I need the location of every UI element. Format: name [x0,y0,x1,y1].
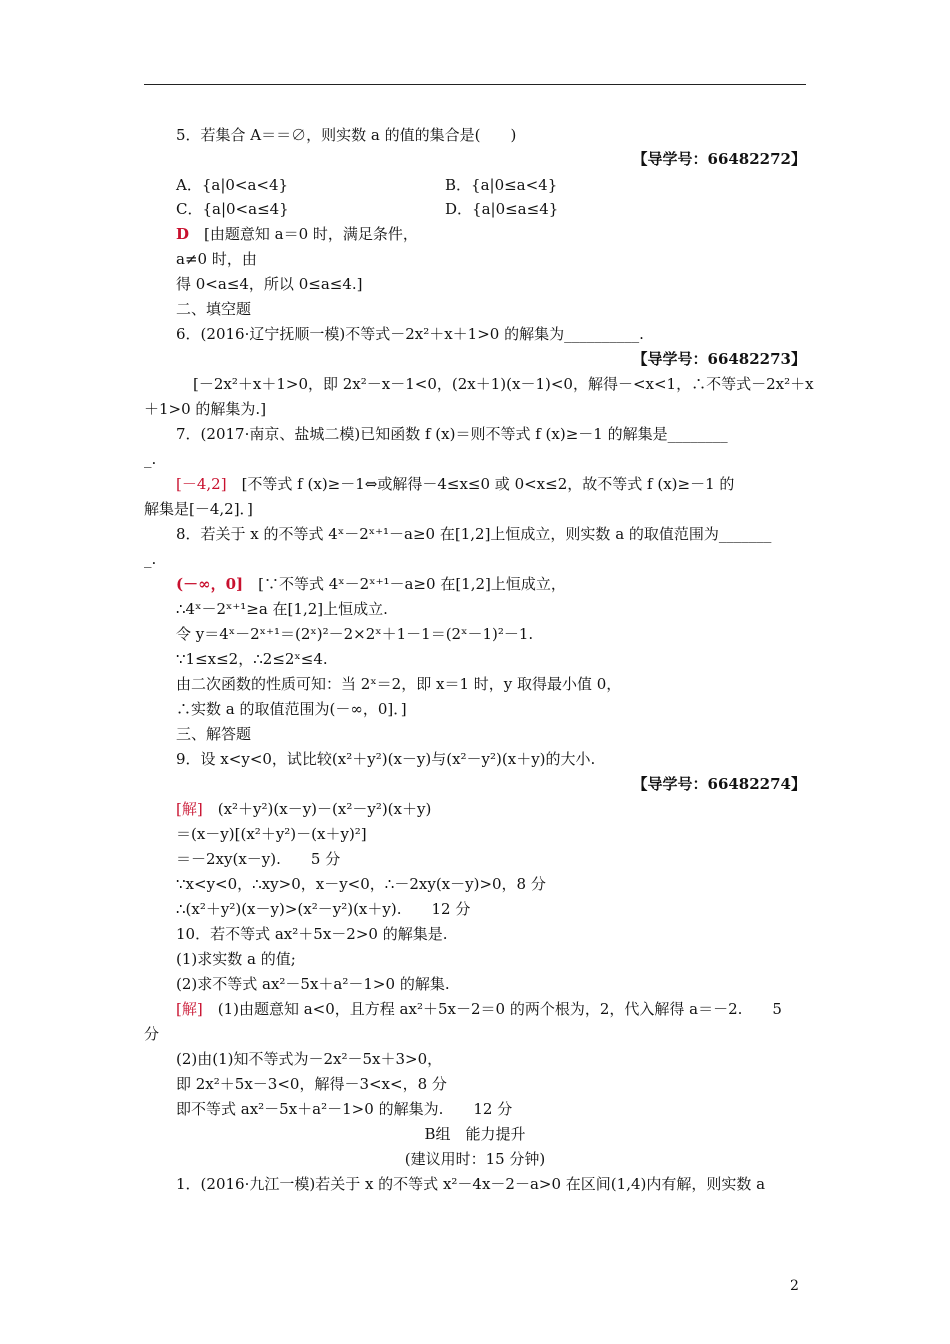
q7-answer [176,474,734,494]
page-number: 2 [790,1278,799,1294]
answer-mark: [解] [176,1000,203,1018]
answer-text: [由题意知 a＝0 时，满足条件， [189,225,418,243]
answer-text: [∵不等式 4ˣ－2ˣ⁺¹－a≥0 在[1,2]上恒成立， [243,575,566,593]
answer-text: [不等式 f (x)≥－1⇔或解得－4≤x≤0 或 0<x≤2，故不等式 f (x)≥－1 的 [226,475,735,493]
q8-solution-line: ∴4ˣ－2ˣ⁺¹≥a 在[1,2]上恒成立. [176,600,388,618]
q6-solution-line: [－2x²＋x＋1>0，即 2x²－x－1<0，(2x＋1)(x－1)<0，解得－<x<1，∴不等式－2x²＋x [193,375,814,393]
section-heading: 二、填空题 [176,300,252,318]
q7-solution-line: 解集是[－4,2]．] [144,500,253,518]
suggested-time: (建议用时：15 分钟) [404,1150,546,1168]
q8-answer [176,574,566,594]
q6-solution-line: ＋1>0 的解集为.] [144,400,267,418]
q9-stem: 9．设 x<y<0，试比较(x²＋y²)(x－y)与(x²－y²)(x＋y)的大小. [176,750,596,768]
q8-stem-cont: _. [144,550,157,568]
answer-mark: (－∞，0] [176,575,244,593]
q10-part-2: (2)求不等式 ax²－5x＋a²－1>0 的解集. [176,975,450,993]
q5-option-c: C．{a|0<a≤4} [176,200,289,218]
q5-option-a: A．{a|0<a<4} [176,176,289,194]
answer-text: (x²＋y²)(x－y)－(x²－y²)(x＋y) [202,800,432,818]
q6-stem: 6．(2016·辽宁抚顺一模)不等式－2x²＋x＋1>0 的解集为__________. [176,325,644,343]
q9-solution-line: ＝(x－y)[(x²＋y²)－(x＋y)²] [176,825,367,843]
b1-stem: 1．(2016·九江一模)若关于 x 的不等式 x²－4x－2－a>0 在区间(1,4)内有解，则实数 a [176,1175,766,1193]
q6-ref: 【导学号：66482273】 [632,350,806,368]
q10-solution-line: (2)由(1)知不等式为－2x²－5x＋3>0， [176,1050,443,1068]
q7-stem-cont: _. [144,450,157,468]
q10-stem: 10．若不等式 ax²＋5x－2>0 的解集是. [176,925,448,943]
q5-answer [176,224,418,244]
q8-stem: 8．若关于 x 的不等式 4ˣ－2ˣ⁺¹－a≥0 在[1,2]上恒成立，则实数 a 的取值范围为_______ [176,525,772,543]
q9-solution [176,799,431,819]
answer-text: (1)由题意知 a<0，且方程 ax²＋5x－2＝0 的两个根为，2，代入解得 a＝－2. 5 [202,1000,782,1018]
answer-mark: [解] [176,800,203,818]
q10-part-1: (1)求实数 a 的值; [176,950,296,968]
q9-solution-line: ∵x<y<0，∴xy>0，x－y<0，∴－2xy(x－y)>0，8 分 [176,875,546,893]
q10-solution [176,999,782,1019]
q5-ref: 【导学号：66482272】 [632,150,806,168]
q8-solution-line: ∵1≤x≤2，∴2≤2ˣ≤4. [176,650,328,668]
q5-solution-line: a≠0 时，由 [176,250,257,268]
q5-option-d: D．{a|0≤a≤4} [445,200,559,218]
section-heading: 三、解答题 [176,725,252,743]
q8-solution-line: ∴实数 a 的取值范围为(－∞，0]．] [176,700,407,718]
group-b-heading: B组 能力提升 [424,1125,526,1143]
q7-stem: 7．(2017·南京、盐城二模)已知函数 f (x)＝则不等式 f (x)≥－1 的解集是________ [176,425,728,443]
header-rule [144,84,806,85]
answer-mark: D [176,225,190,243]
q10-solution-line: 分 [144,1025,160,1043]
q9-ref: 【导学号：66482274】 [632,775,806,793]
answer-mark: [－4,2] [176,475,227,493]
q8-solution-line: 由二次函数的性质可知：当 2ˣ＝2，即 x＝1 时，y 取得最小值 0， [176,675,622,693]
q8-solution-line: 令 y＝4ˣ－2ˣ⁺¹＝(2ˣ)²－2×2ˣ＋1－1＝(2ˣ－1)²－1. [176,625,534,643]
q9-solution-line: ∴(x²＋y²)(x－y)>(x²－y²)(x＋y). 12 分 [176,900,471,918]
q5-stem: 5．若集合 A＝＝∅，则实数 a 的值的集合是( ) [176,126,517,144]
q5-option-b: B．{a|0≤a<4} [445,176,558,194]
q9-solution-line: ＝－2xy(x－y). 5 分 [176,850,341,868]
q10-solution-line: 即 2x²＋5x－3<0，解得－3<x<，8 分 [176,1075,447,1093]
q10-solution-line: 即不等式 ax²－5x＋a²－1>0 的解集为. 12 分 [176,1100,513,1118]
q5-solution-line: 得 0<a≤4，所以 0≤a≤4.] [176,275,363,293]
